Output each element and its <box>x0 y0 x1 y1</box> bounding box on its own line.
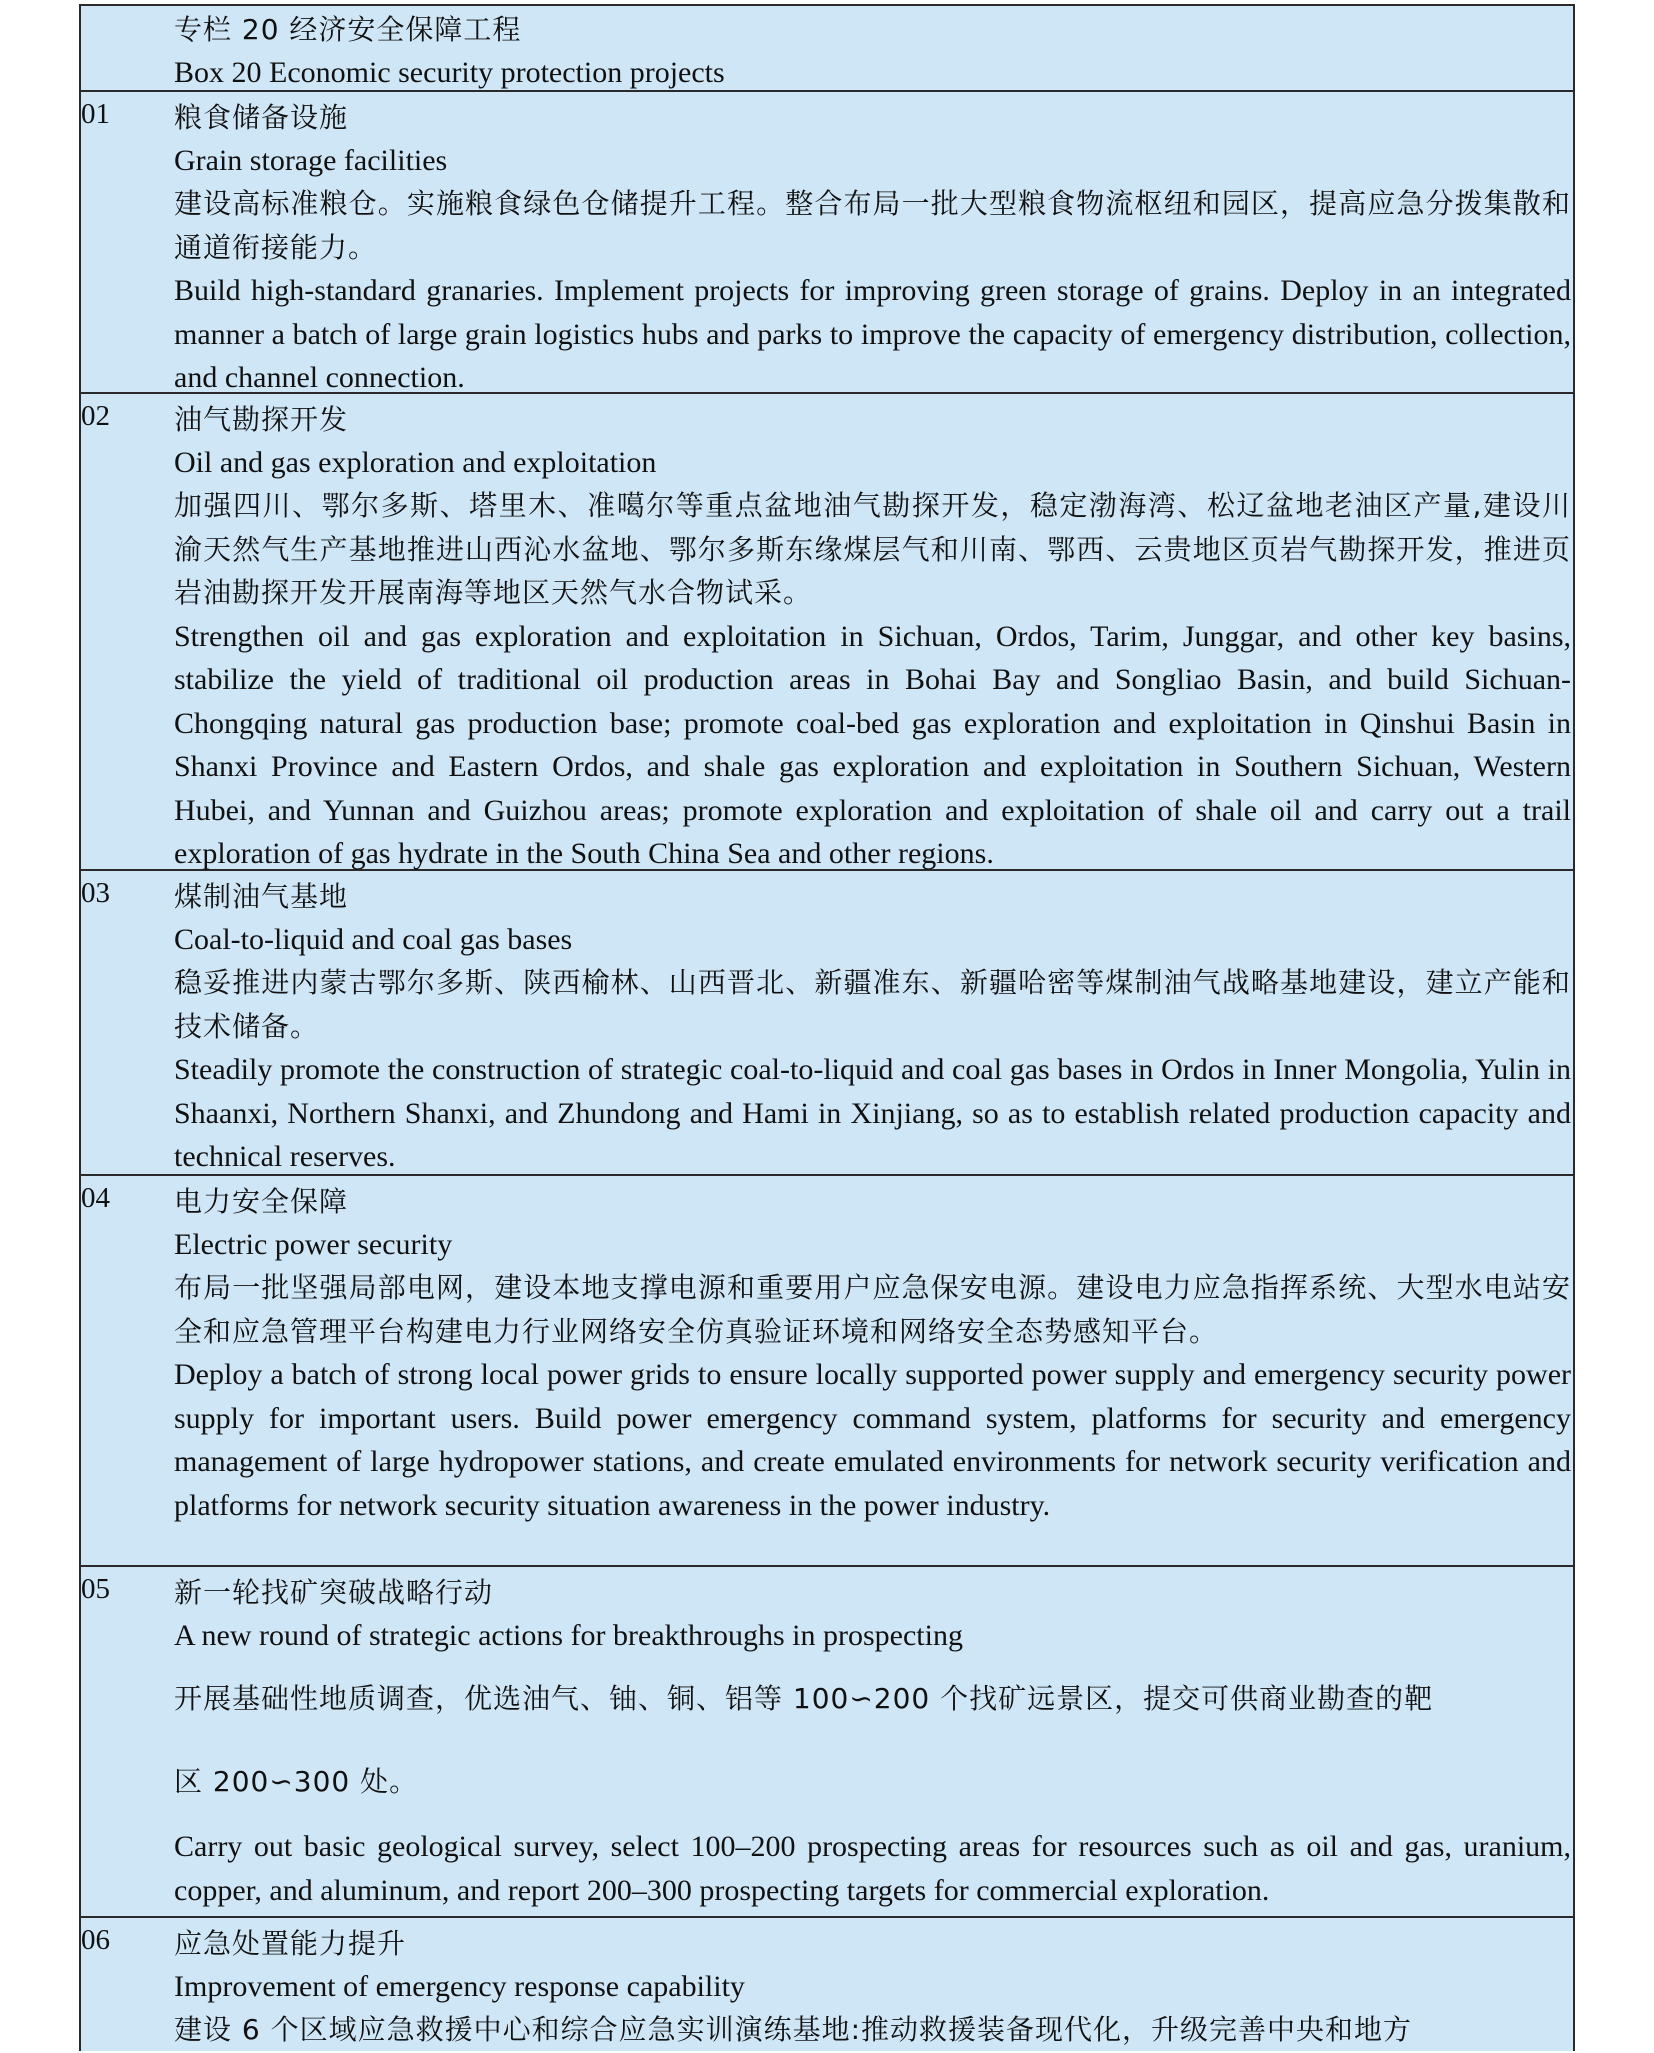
box-header <box>81 6 1573 92</box>
row-body-en: Build high-standard granaries. Implement projects for improving green storage of grains. Deploy in an integrated manner a batch of large grain logistics hubs and parks to improve the capacity of emergency distribution, collection, and channel connection. <box>174 274 1571 394</box>
row-body-zh-line-2: 区 200∽300 处。 <box>174 1765 419 1798</box>
row-body-en: Deploy a batch of strong local power grids to ensure locally supported power supply and emergency security power supply for important users. Build power emergency command system, platforms for security and emergency management of large hydropower stations, and create emulated environments for network security verification and platforms for network security situation awareness in the power industry. <box>174 1358 1571 1522</box>
row-title-zh: 粮食储备设施 <box>174 101 349 134</box>
row-content <box>174 1571 1571 1912</box>
row-title-en: Oil and gas exploration and exploitation <box>174 446 657 479</box>
box-table <box>79 4 1575 2051</box>
row-body-en: Strengthen oil and gas exploration and exploitation in Sichuan, Ordos, Tarim, Junggar, and other key basins, stabilize the yield of traditional oil production areas in Bohai Bay and Songliao Basin, and build Sichuan-Chongqing natural gas production base; promote coal-bed gas exploration and exploitation in Qinshui Basin in Shanxi Province and Eastern Ordos, and shale gas exploration and exploitation in Southern Sichuan, Western Hubei, and Yunnan and Guizhou areas; promote exploration and exploitation of shale oil and carry out a trail exploration of gas hydrate in the South China Sea and other regions. <box>174 619 1571 870</box>
row-content <box>174 96 1571 400</box>
row-number: 03 <box>81 877 110 909</box>
box-title-zh: 专栏 20 经济安全保障工程 <box>174 13 522 46</box>
row-body-en: Carry out basic geological survey, select 100–200 prospecting areas for resources such as oil and gas, uranium, copper, and aluminum, and report 200–300 prospecting targets for commercial exploration. <box>174 1830 1571 1907</box>
row-content <box>174 875 1571 1179</box>
row-title-zh: 油气勘探开发 <box>174 403 349 436</box>
row-content <box>174 1922 1571 2051</box>
row-number: 05 <box>81 1573 110 1605</box>
row-body-zh: 加强四川、鄂尔多斯、塔里木、准噶尔等重点盆地油气勘探开发，稳定渤海湾、松辽盆地老油区产量,建设川渝天然气生产基地推进山西沁水盆地、鄂尔多斯东缘煤层气和川南、鄂西、云贵地区页岩气勘探开发，推进页岩油勘探开发开展南海等地区天然气水合物试采。 <box>174 489 1571 609</box>
row-number: 01 <box>81 98 110 130</box>
project-row-01 <box>81 92 1573 394</box>
project-row-05 <box>81 1567 1573 1918</box>
row-content <box>174 1180 1571 1527</box>
project-row-03 <box>81 871 1573 1176</box>
row-body-zh: 建设 6 个区域应急救援中心和综合应急实训演练基地:推动救援装备现代化，升级完善中央和地方 <box>174 2013 1413 2046</box>
row-body-en: Steadily promote the construction of strategic coal-to-liquid and coal gas bases in Ordos in Inner Mongolia, Yulin in Shaanxi, Northern Shanxi, and Zhundong and Hami in Xinjiang, so as to establish related production capacity and technical reserves. <box>174 1053 1571 1173</box>
row-body-zh: 稳妥推进内蒙古鄂尔多斯、陕西榆林、山西晋北、新疆准东、新疆哈密等煤制油气战略基地建设，建立产能和技术储备。 <box>174 966 1571 1043</box>
row-title-zh: 应急处置能力提升 <box>174 1927 407 1960</box>
project-row-06 <box>81 1918 1573 2053</box>
row-content <box>174 398 1571 876</box>
row-number: 04 <box>81 1182 110 1214</box>
box-header-content <box>174 8 1571 94</box>
row-title-en: Coal-to-liquid and coal gas bases <box>174 923 573 956</box>
row-title-en: Grain storage facilities <box>174 144 448 177</box>
row-title-en: Electric power security <box>174 1228 453 1261</box>
project-row-04 <box>81 1176 1573 1567</box>
row-title-zh: 煤制油气基地 <box>174 880 349 913</box>
row-title-en: Improvement of emergency response capability <box>174 1970 745 2003</box>
row-title-en: A new round of strategic actions for breakthroughs in prospecting <box>174 1619 963 1652</box>
row-body-zh: 布局一批坚强局部电网，建设本地支撑电源和重要用户应急保安电源。建设电力应急指挥系统、大型水电站安全和应急管理平台构建电力行业网络安全仿真验证环境和网络安全态势感知平台。 <box>174 1271 1571 1348</box>
row-number: 02 <box>81 400 110 432</box>
box-title-en: Box 20 Economic security protection projects <box>174 56 725 89</box>
project-row-02 <box>81 394 1573 871</box>
row-body-zh-line-1: 开展基础性地质调查，优选油气、铀、铜、铝等 100∽200 个找矿远景区，提交可供商业勘查的靶 <box>174 1682 1434 1715</box>
row-number: 06 <box>81 1924 110 1956</box>
row-title-zh: 新一轮找矿突破战略行动 <box>174 1576 494 1609</box>
row-title-zh: 电力安全保障 <box>174 1185 349 1218</box>
row-body-zh: 建设高标准粮仓。实施粮食绿色仓储提升工程。整合布局一批大型粮食物流枢纽和园区，提高应急分拨集散和通道衔接能力。 <box>174 187 1571 264</box>
